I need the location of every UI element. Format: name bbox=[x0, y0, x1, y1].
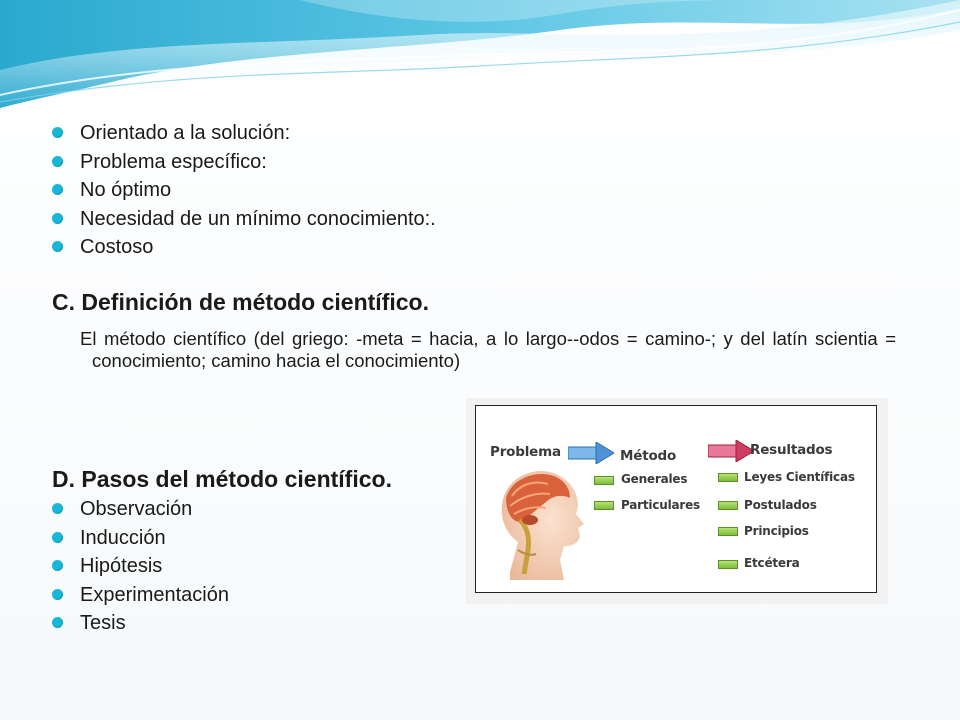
green-bullet-icon bbox=[594, 476, 614, 485]
section-c-heading: C. Definición de método científico. bbox=[52, 289, 429, 315]
bullet-icon bbox=[52, 127, 63, 138]
list-item: Experimentación bbox=[52, 581, 229, 610]
green-bullet-icon bbox=[594, 501, 614, 510]
etcetera-label: Etcétera bbox=[744, 556, 800, 570]
bullet-icon bbox=[52, 184, 63, 195]
arrow-right-icon bbox=[708, 440, 754, 462]
bullet-icon bbox=[52, 241, 63, 252]
bullet-icon bbox=[52, 560, 63, 571]
list-item: Observación bbox=[52, 495, 229, 524]
method-diagram-figure bbox=[466, 398, 888, 604]
section-d-heading: D. Pasos del método científico. bbox=[52, 466, 392, 492]
bullet-icon bbox=[52, 617, 63, 628]
resultados-label: Resultados bbox=[750, 442, 833, 458]
bullet-icon bbox=[52, 589, 63, 600]
list-item: No óptimo bbox=[52, 176, 436, 205]
top-bullet-list bbox=[52, 119, 436, 262]
green-bullet-icon bbox=[718, 527, 738, 536]
generales-label: Generales bbox=[621, 472, 688, 486]
principios-label: Principios bbox=[744, 524, 809, 538]
bullet-icon bbox=[52, 156, 63, 167]
list-item: Costoso bbox=[52, 233, 436, 262]
problema-label: Problema bbox=[490, 444, 561, 460]
wave-decoration bbox=[0, 0, 960, 120]
steps-bullet-list bbox=[52, 495, 229, 638]
green-bullet-icon bbox=[718, 473, 738, 482]
green-bullet-icon bbox=[718, 560, 738, 569]
diagram-frame bbox=[475, 405, 877, 593]
metodo-label: Método bbox=[620, 448, 677, 464]
list-item: Problema específico: bbox=[52, 148, 436, 177]
particulares-label: Particulares bbox=[621, 498, 701, 512]
postulados-label: Postulados bbox=[744, 498, 817, 512]
list-item: Inducción bbox=[52, 524, 229, 553]
arrow-right-icon bbox=[568, 442, 614, 464]
list-item: Hipótesis bbox=[52, 552, 229, 581]
section-c-paragraph: El método científico (del griego: -meta = hacia, a lo largo--odos = camino-; y del latín scientia = conocimiento; camino hacia el conocimiento) bbox=[80, 328, 896, 371]
head-brain-icon bbox=[490, 462, 590, 582]
leyes-label: Leyes Científicas bbox=[744, 470, 855, 484]
green-bullet-icon bbox=[718, 501, 738, 510]
list-item: Orientado a la solución: bbox=[52, 119, 436, 148]
bullet-icon bbox=[52, 503, 63, 514]
list-item: Tesis bbox=[52, 609, 229, 638]
list-item: Necesidad de un mínimo conocimiento:. bbox=[52, 205, 436, 234]
bullet-icon bbox=[52, 213, 63, 224]
bullet-icon bbox=[52, 532, 63, 543]
